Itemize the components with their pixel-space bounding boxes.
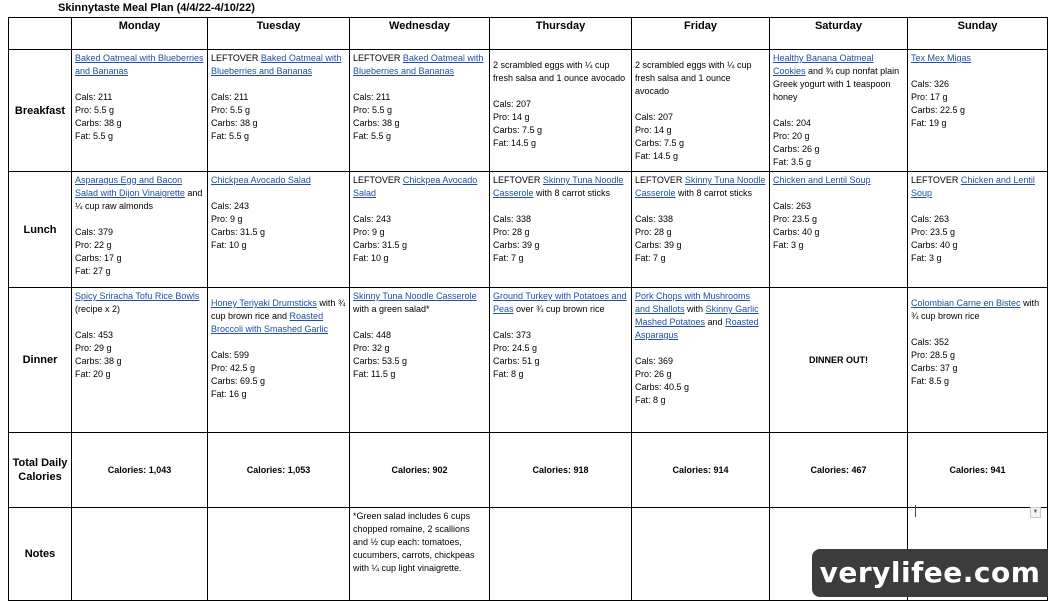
meal-entry (490, 288, 631, 383)
nutrition-cals: Cals: 338 (635, 214, 674, 224)
nutrition-carbs: Carbs: 39 g (635, 240, 682, 250)
nutrition-carbs: Carbs: 7.5 g (493, 125, 543, 135)
recipe-link[interactable]: Ground Turkey with Potatoes and Peas (493, 291, 627, 314)
recipe-link[interactable]: Roasted Broccoli with Smashed Garlic (211, 311, 329, 334)
nutrition-pro: Pro: 5.5 g (211, 105, 251, 115)
nutrition-pro: Pro: 32 g (353, 343, 390, 353)
recipe-link[interactable]: Baked Oatmeal with Blueberries and Bananas (75, 53, 204, 76)
recipe-link[interactable]: Skinny Tuna Noodle Casserole (353, 291, 477, 301)
recipe-link[interactable]: Honey Teriyaki Drumsticks (211, 298, 317, 308)
meal-description (493, 175, 623, 198)
nutrition-cals: Cals: 448 (353, 330, 392, 340)
total-calories-saturday: Calories: 467 (770, 433, 908, 508)
meal-description (773, 175, 871, 185)
meal-text: LEFTOVER (493, 175, 543, 185)
nutrition-pro: Pro: 26 g (635, 369, 672, 379)
breakfast-row-label: Breakfast (9, 50, 72, 172)
nutrition-carbs: Carbs: 40.5 g (635, 382, 690, 392)
meal-text: and ¾ cup nonfat plain Greek yogurt with 1 teaspoon honey (773, 66, 900, 102)
meal-description (911, 53, 971, 63)
meal-description (493, 291, 627, 314)
nutrition-carbs: Carbs: 38 g (75, 118, 122, 128)
nutrition-pro: Pro: 22 g (75, 240, 112, 250)
spacer (353, 316, 486, 329)
notes-cell-monday[interactable] (72, 508, 208, 601)
nutrition-fat: Fat: 7 g (635, 253, 666, 263)
nutrition-carbs: Carbs: 38 g (75, 356, 122, 366)
lunch-row-label: Lunch (9, 172, 72, 288)
note-text (208, 508, 349, 512)
spacer (75, 213, 204, 226)
page-title: Skinnytaste Meal Plan (4/4/22-4/10/22) (58, 2, 255, 14)
nutrition-carbs: Carbs: 39 g (493, 240, 540, 250)
nutrition-cals: Cals: 263 (911, 214, 950, 224)
nutrition-pro: Pro: 29 g (75, 343, 112, 353)
meal-description (75, 175, 202, 211)
meal-description (635, 175, 765, 198)
spacer (635, 200, 766, 213)
spacer (635, 98, 766, 111)
recipe-link[interactable]: Tex Mex Migas (911, 53, 972, 63)
spacer (75, 78, 204, 91)
nutrition-pro: Pro: 28.5 g (911, 350, 956, 360)
meal-entry (208, 50, 349, 145)
day-header-row (9, 18, 1048, 50)
meal-description (911, 298, 1039, 321)
meal-text: over ¾ cup brown rice (513, 304, 605, 314)
nutrition-pro: Pro: 42.5 g (211, 363, 256, 373)
meal-entry (490, 50, 631, 152)
meal-text: LEFTOVER (353, 53, 403, 63)
nutrition-pro: Pro: 9 g (211, 214, 243, 224)
watermark-logo: verylifee.com (812, 549, 1048, 597)
nutrition-carbs: Carbs: 40 g (773, 227, 820, 237)
nutrition-fat: Fat: 10 g (211, 240, 247, 250)
totals-row (9, 433, 1048, 508)
total-calories-wednesday: Calories: 902 (350, 433, 490, 508)
spacer (773, 104, 904, 117)
meal-entry (770, 50, 907, 171)
meal-description (773, 53, 899, 102)
breakfast-cell-thursday (490, 50, 632, 172)
nutrition-carbs: Carbs: 51 g (493, 356, 540, 366)
meal-entry (908, 50, 1047, 132)
nutrition-fat: Fat: 14.5 g (635, 151, 679, 161)
lunch-cell-friday (632, 172, 770, 288)
nutrition-pro: Pro: 28 g (635, 227, 672, 237)
nutrition-fat: Fat: 3 g (773, 240, 804, 250)
lunch-cell-tuesday (208, 172, 350, 288)
meal-description (911, 175, 1035, 198)
meal-description (353, 53, 483, 76)
meal-description (493, 60, 625, 83)
day-header-thursday: Thursday (490, 18, 632, 50)
totals-row-label: Total Daily Calories (9, 433, 72, 508)
meal-text: 2 scrambled eggs with ¼ cup fresh salsa and 1 ounce avocado (493, 60, 626, 83)
meal-text: LEFTOVER (211, 53, 261, 63)
nutrition-pro: Pro: 9 g (353, 227, 385, 237)
meal-entry (350, 172, 489, 267)
nutrition-pro: Pro: 14 g (493, 112, 530, 122)
meal-description (353, 291, 477, 314)
notes-row-label: Notes (9, 508, 72, 601)
recipe-link[interactable]: Chicken and Lentil Soup (773, 175, 871, 185)
nutrition-pro: Pro: 23.5 g (773, 214, 818, 224)
nutrition-fat: Fat: 27 g (75, 266, 111, 276)
lunch-row (9, 172, 1048, 288)
meal-text: 2 scrambled eggs with ¼ cup fresh salsa and 1 ounce avocado (635, 60, 752, 96)
dinner-cell-saturday: DINNER OUT! (770, 288, 908, 433)
lunch-cell-sunday (908, 172, 1048, 288)
notes-cell-tuesday[interactable] (208, 508, 350, 601)
nutrition-pro: Pro: 14 g (635, 125, 672, 135)
breakfast-cell-friday (632, 50, 770, 172)
spacer (75, 316, 204, 329)
meal-text: with ¾ cup brown rice (911, 298, 1040, 321)
meal-description (75, 53, 204, 76)
recipe-link[interactable]: Colombian Carne en Bistec (911, 298, 1021, 308)
meal-entry (350, 50, 489, 145)
recipe-link[interactable]: Skinny Tuna Noodle Casserole (635, 175, 766, 198)
dinner-row-label: Dinner (9, 288, 72, 433)
meal-description (353, 175, 477, 198)
nutrition-cals: Cals: 204 (773, 118, 812, 128)
meal-entry (908, 172, 1047, 267)
nutrition-cals: Cals: 207 (635, 112, 674, 122)
dropdown-arrow-icon[interactable]: ▼ (1030, 507, 1041, 518)
dinner-cell-thursday (490, 288, 632, 433)
lunch-cell-wednesday (350, 172, 490, 288)
lunch-cell-saturday (770, 172, 908, 288)
dinner-cell-sunday (908, 288, 1048, 433)
nutrition-fat: Fat: 8 g (493, 369, 524, 379)
nutrition-cals: Cals: 352 (911, 337, 950, 347)
notes-cell-friday[interactable] (632, 508, 770, 601)
nutrition-carbs: Carbs: 69.5 g (211, 376, 266, 386)
recipe-link[interactable]: Skinny Garlic Mashed Potatoes (635, 304, 759, 327)
spacer (211, 78, 346, 91)
nutrition-pro: Pro: 5.5 g (353, 105, 393, 115)
notes-cell-thursday[interactable] (490, 508, 632, 601)
recipe-link[interactable]: Baked Oatmeal with Blueberries and Bananas (353, 53, 484, 76)
meal-entry (72, 288, 207, 383)
spacer (211, 336, 346, 349)
day-header-sunday: Sunday (908, 18, 1048, 50)
spacer (493, 316, 628, 329)
recipe-link[interactable]: Chickpea Avocado Salad (211, 175, 311, 185)
nutrition-carbs: Carbs: 40 g (911, 240, 958, 250)
nutrition-carbs: Carbs: 38 g (211, 118, 258, 128)
nutrition-cals: Cals: 207 (493, 99, 532, 109)
meal-description (635, 291, 759, 340)
meal-entry (72, 50, 207, 145)
dinner-cell-wednesday (350, 288, 490, 433)
spacer (911, 200, 1044, 213)
nutrition-fat: Fat: 8 g (635, 395, 666, 405)
nutrition-carbs: Carbs: 17 g (75, 253, 122, 263)
total-calories-tuesday: Calories: 1,053 (208, 433, 350, 508)
nutrition-fat: Fat: 11.5 g (353, 369, 396, 379)
spacer (635, 342, 766, 355)
recipe-link[interactable]: Skinny Tuna Noodle Casserole (493, 175, 624, 198)
nutrition-cals: Cals: 369 (635, 356, 674, 366)
nutrition-cals: Cals: 211 (75, 92, 113, 102)
spacer (911, 65, 1044, 78)
meal-text: LEFTOVER (635, 175, 685, 185)
corner-cell (9, 18, 72, 50)
nutrition-carbs: Carbs: 22.5 g (911, 105, 966, 115)
nutrition-fat: Fat: 20 g (75, 369, 111, 379)
dinner-cell-friday (632, 288, 770, 433)
total-calories-sunday: Calories: 941 (908, 433, 1048, 508)
recipe-link[interactable]: Pork Chops with Mushrooms and Shallots (635, 291, 751, 314)
meal-text: with (684, 304, 706, 314)
nutrition-fat: Fat: 16 g (211, 389, 247, 399)
spacer (493, 85, 628, 98)
recipe-link[interactable]: Spicy Sriracha Tofu Rice Bowls (75, 291, 200, 301)
note-text (72, 508, 207, 512)
note-text (770, 508, 907, 512)
nutrition-fat: Fat: 19 g (911, 118, 947, 128)
recipe-link[interactable]: Chickpea Avocado Salad (353, 175, 478, 198)
meal-description (635, 60, 752, 96)
recipe-link[interactable]: Healthy Banana Oatmeal Cookies (773, 53, 874, 76)
meal-text: (recipe x 2) (75, 304, 121, 314)
nutrition-fat: Fat: 5.5 g (353, 131, 392, 141)
nutrition-fat: Fat: 7 g (493, 253, 524, 263)
meal-description (211, 298, 345, 334)
nutrition-carbs: Carbs: 7.5 g (635, 138, 685, 148)
nutrition-fat: Fat: 3.5 g (773, 157, 812, 167)
recipe-link[interactable]: Baked Oatmeal with Blueberries and Bananas (211, 53, 342, 76)
nutrition-fat: Fat: 14.5 g (493, 138, 537, 148)
total-calories-friday: Calories: 914 (632, 433, 770, 508)
recipe-link[interactable]: Chicken and Lentil Soup (911, 175, 1035, 198)
nutrition-pro: Pro: 5.5 g (75, 105, 115, 115)
breakfast-row (9, 50, 1048, 172)
notes-cell-wednesday[interactable] (350, 508, 490, 601)
nutrition-pro: Pro: 28 g (493, 227, 530, 237)
nutrition-pro: Pro: 23.5 g (911, 227, 956, 237)
meal-text: LEFTOVER (911, 175, 961, 185)
spacer (773, 187, 904, 200)
meal-entry (208, 172, 349, 254)
meal-entry (770, 172, 907, 254)
meal-entry (632, 172, 769, 267)
meal-entry (490, 172, 631, 267)
total-calories-thursday: Calories: 918 (490, 433, 632, 508)
recipe-link[interactable]: Asparagus Egg and Bacon Salad with Dijon Vinaigrette (75, 175, 185, 198)
meal-entry (208, 288, 349, 403)
nutrition-pro: Pro: 24.5 g (493, 343, 538, 353)
day-header-tuesday: Tuesday (208, 18, 350, 50)
text-cursor (915, 505, 916, 517)
nutrition-carbs: Carbs: 26 g (773, 144, 820, 154)
meal-text: with a green salad* (353, 304, 430, 314)
nutrition-pro: Pro: 20 g (773, 131, 810, 141)
note-text (908, 508, 1047, 512)
nutrition-fat: Fat: 10 g (353, 253, 389, 263)
day-header-wednesday: Wednesday (350, 18, 490, 50)
note-text: *Green salad includes 6 cups chopped romaine, 2 scallions and ½ cup each: tomatoes, cucumbers, carrots, chickpeas with ¼ cup light vinaigrette. (353, 511, 475, 573)
meal-plan-table (8, 17, 1048, 601)
nutrition-cals: Cals: 211 (211, 92, 249, 102)
spacer (911, 323, 1044, 336)
dinner-cell-monday (72, 288, 208, 433)
note-text (490, 508, 631, 512)
breakfast-cell-wednesday (350, 50, 490, 172)
nutrition-cals: Cals: 453 (75, 330, 114, 340)
nutrition-carbs: Carbs: 53.5 g (353, 356, 408, 366)
meal-entry (632, 50, 769, 165)
day-header-friday: Friday (632, 18, 770, 50)
nutrition-pro: Pro: 17 g (911, 92, 948, 102)
dinner-row (9, 288, 1048, 433)
breakfast-cell-sunday (908, 50, 1048, 172)
meal-description (211, 175, 311, 185)
breakfast-cell-tuesday (208, 50, 350, 172)
meal-text: LEFTOVER (353, 175, 403, 185)
nutrition-carbs: Carbs: 31.5 g (353, 240, 408, 250)
meal-description (211, 53, 341, 76)
nutrition-cals: Cals: 243 (211, 201, 250, 211)
nutrition-carbs: Carbs: 31.5 g (211, 227, 266, 237)
meal-text: with 8 carrot sticks (533, 188, 611, 198)
meal-text: and (705, 317, 726, 327)
meal-entry (632, 288, 769, 409)
day-header-monday: Monday (72, 18, 208, 50)
nutrition-fat: Fat: 5.5 g (211, 131, 250, 141)
nutrition-cals: Cals: 211 (353, 92, 391, 102)
meal-text: and ¼ cup raw almonds (75, 188, 203, 211)
meal-entry (908, 288, 1047, 390)
nutrition-carbs: Carbs: 37 g (911, 363, 958, 373)
nutrition-fat: Fat: 8.5 g (911, 376, 950, 386)
nutrition-cals: Cals: 243 (353, 214, 392, 224)
spacer (353, 78, 486, 91)
breakfast-cell-monday (72, 50, 208, 172)
nutrition-carbs: Carbs: 38 g (353, 118, 400, 128)
spacer (493, 200, 628, 213)
meal-entry (350, 288, 489, 383)
spacer (211, 187, 346, 200)
nutrition-fat: Fat: 3 g (911, 253, 942, 263)
dinner-cell-tuesday (208, 288, 350, 433)
spacer (353, 200, 486, 213)
breakfast-cell-saturday (770, 50, 908, 172)
total-calories-monday: Calories: 1,043 (72, 433, 208, 508)
meal-text: with ¾ cup brown rice and (211, 298, 346, 321)
nutrition-cals: Cals: 326 (911, 79, 950, 89)
meal-text: with 8 carrot sticks (675, 188, 753, 198)
day-header-saturday: Saturday (770, 18, 908, 50)
recipe-link[interactable]: Roasted Asparagus (635, 317, 759, 340)
nutrition-cals: Cals: 379 (75, 227, 114, 237)
lunch-cell-thursday (490, 172, 632, 288)
nutrition-cals: Cals: 263 (773, 201, 812, 211)
nutrition-cals: Cals: 373 (493, 330, 532, 340)
nutrition-cals: Cals: 338 (493, 214, 532, 224)
note-text (632, 508, 769, 512)
meal-entry (72, 172, 207, 280)
nutrition-fat: Fat: 5.5 g (75, 131, 114, 141)
nutrition-cals: Cals: 599 (211, 350, 250, 360)
lunch-cell-monday (72, 172, 208, 288)
meal-description (75, 291, 199, 314)
